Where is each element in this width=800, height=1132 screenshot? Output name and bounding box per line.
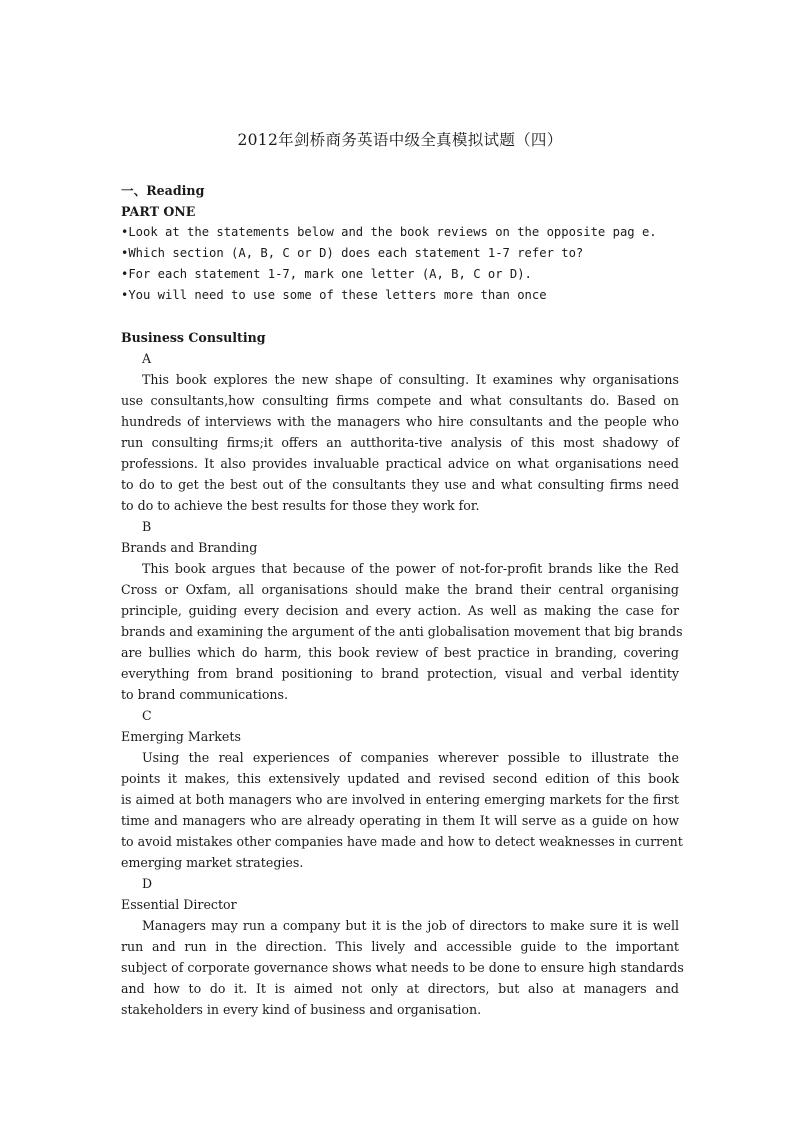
review-text-line: This book explores the new shape of consulting. It examines why organisations — [142, 372, 679, 387]
review-text-line: This book argues that because of the power of not-for-profit brands like the Red — [142, 561, 679, 576]
review-text-line: is aimed at both managers who are involved in entering emerging markets for the first — [121, 792, 679, 807]
review-heading: Emerging Markets — [121, 729, 241, 744]
review-letter: B — [142, 519, 152, 534]
review-text-line: are bullies which do harm, this book review of best practice in branding, covering — [121, 645, 679, 660]
instruction-line: •For each statement 1-7, mark one letter (A, B, C or D). — [121, 267, 532, 281]
review-text-line: brands and examining the argument of the anti globalisation movement that big brands — [121, 624, 683, 639]
review-text-line: run consulting firms;it offers an autthorita-tive analysis of this most shadowy of — [121, 435, 679, 450]
review-text-line: time and managers who are already operating in them It will serve as a guide on how — [121, 813, 679, 828]
review-text-line: everything from brand positioning to brand protection, visual and verbal identity — [121, 666, 679, 681]
review-text-line: run and run in the direction. This lively and accessible guide to the important — [121, 939, 679, 954]
review-letter: D — [142, 876, 153, 891]
review-text-line: to brand communications. — [121, 687, 288, 702]
review-text-line: stakeholders in every kind of business and organisation. — [121, 1002, 482, 1017]
review-text-line: Using the real experiences of companies wherever possible to illustrate the — [142, 750, 679, 765]
review-text-line: and how to do it. It is aimed not only at directors, but also at managers and — [121, 981, 679, 996]
review-heading: Essential Director — [121, 897, 237, 912]
instruction-line: •Look at the statements below and the book reviews on the opposite pag e. — [121, 225, 657, 239]
review-text-line: hundreds of interviews with the managers who hire consultants and the people who — [121, 414, 679, 429]
review-text-line: points it makes, this extensively updated and revised second edition of this book — [121, 771, 679, 786]
review-text-line: to do to get the best out of the consultants they use and what consulting firms need — [121, 477, 679, 492]
review-letter: C — [142, 708, 152, 723]
section-heading: 一、Reading — [121, 183, 205, 198]
instruction-line: •You will need to use some of these letters more than once — [121, 288, 547, 302]
review-text-line: to do to achieve the best results for those they work for. — [121, 498, 480, 513]
review-heading: Brands and Branding — [121, 540, 258, 555]
instruction-line: •Which section (A, B, C or D) does each statement 1-7 refer to? — [121, 246, 584, 260]
review-text-line: emerging market strategies. — [121, 855, 304, 870]
page-title: 2012年剑桥商务英语中级全真模拟试题（四） — [237, 131, 563, 149]
review-text-line: Managers may run a company but it is the job of directors to make sure it is well — [142, 918, 679, 933]
review-text-line: professions. It also provides invaluable practical advice on what organisations need — [121, 456, 679, 471]
review-heading: Business Consulting — [121, 330, 266, 345]
review-text-line: Cross or Oxfam, all organisations should make the brand their central organising — [121, 582, 679, 597]
review-text-line: subject of corporate governance shows what needs to be done to ensure high standards — [121, 960, 684, 975]
review-text-line: use consultants,how consulting firms compete and what consultants do. Based on — [121, 393, 679, 408]
review-letter: A — [142, 351, 152, 366]
part-heading: PART ONE — [121, 204, 196, 219]
review-text-line: principle, guiding every decision and every action. As well as making the case for — [121, 603, 679, 618]
review-text-line: to avoid mistakes other companies have made and how to detect weaknesses in current — [121, 834, 683, 849]
